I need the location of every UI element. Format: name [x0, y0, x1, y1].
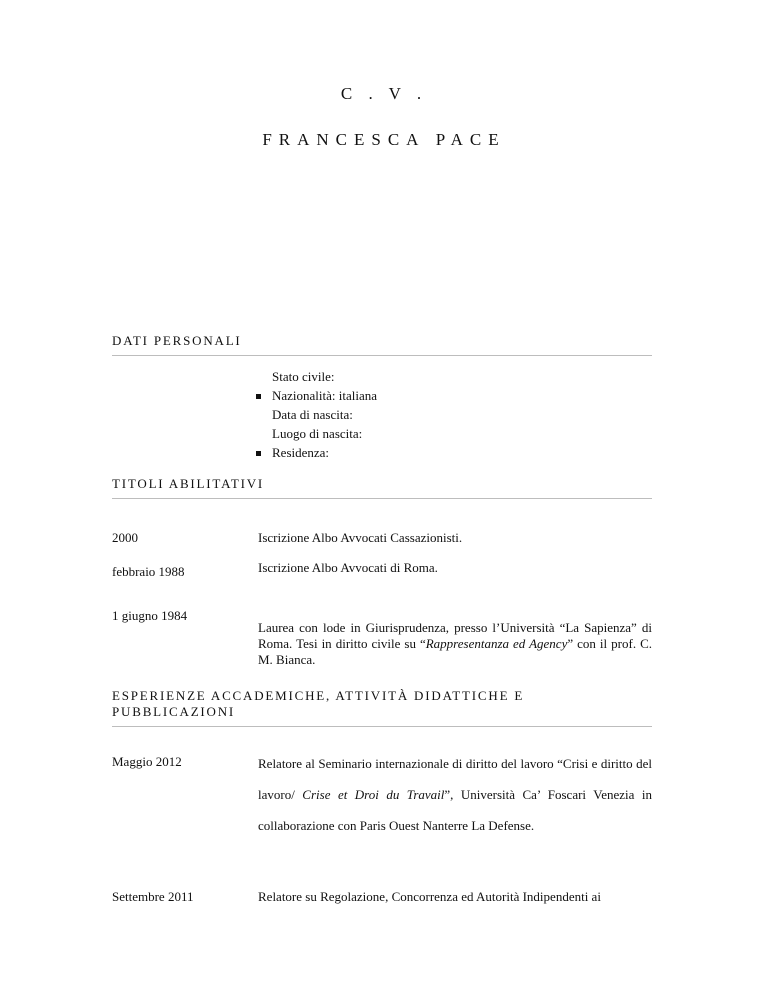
square-bullet-icon	[256, 451, 261, 456]
entry-date: 2000	[112, 530, 138, 545]
thesis-title: Rappresentanza ed Agency	[425, 636, 568, 651]
cv-mark: C . V .	[340, 84, 428, 103]
personal-item-label: Nazionalità: italiana	[272, 388, 378, 403]
seminar-subtitle: Crise et Droi du Travail	[302, 787, 445, 802]
entry-description: Laurea con lode in Giurisprudenza, presso l’Università “La Sapienza” di Roma. Tesi in diritto civile su “Rappresentanza ed Agency” con il prof. C. M. Bianca.	[258, 620, 652, 667]
entry-date: Settembre 2011	[112, 889, 194, 904]
personal-item	[256, 405, 377, 424]
section-heading-line: PUBBLICAZIONI	[112, 704, 236, 719]
personal-item-label: Stato civile:	[272, 369, 335, 384]
square-bullet-icon	[256, 394, 261, 399]
entry-description: Relatore su Regolazione, Concorrenza ed Autorità Indipendenti ai	[258, 889, 601, 904]
section-heading-qualifications: TITOLI ABILITATIVI	[112, 476, 652, 499]
personal-item	[256, 443, 377, 462]
entry-date: Maggio 2012	[112, 754, 182, 769]
personal-details-list	[256, 367, 377, 462]
entry-date: febbraio 1988	[112, 564, 185, 579]
personal-item-label: Residenza:	[272, 445, 330, 460]
personal-item	[256, 386, 377, 405]
personal-item	[256, 367, 377, 386]
candidate-name: FRANCESCA PACE	[262, 130, 506, 149]
entry-description: Iscrizione Albo Avvocati Cassazionisti.	[258, 530, 463, 545]
section-heading-line: ESPERIENZE ACCADEMICHE, ATTIVITÀ DIDATTICHE E	[112, 688, 525, 703]
personal-item-label: Data di nascita:	[272, 407, 353, 422]
entry-description: Relatore al Seminario internazionale di diritto del lavoro “Crisi e diritto del lavoro/ Crise et Droi du Travail”, Università Ca’ Foscari Venezia in collaborazione con Paris Ouest Nanterre La Defense.	[258, 756, 652, 833]
section-heading-personal: DATI PERSONALI	[112, 333, 652, 356]
entry-description: Iscrizione Albo Avvocati di Roma.	[258, 560, 438, 575]
entry-date: 1 giugno 1984	[112, 608, 188, 623]
personal-item	[256, 424, 377, 443]
personal-item-label: Luogo di nascita:	[272, 426, 363, 441]
section-heading-academic	[112, 688, 652, 727]
